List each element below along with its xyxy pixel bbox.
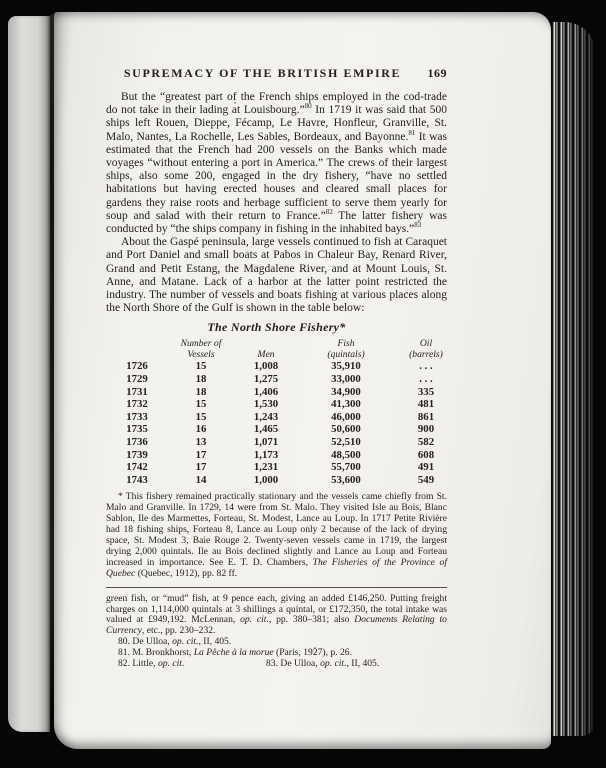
cell-year: 1736 <box>126 436 148 449</box>
cell-oil: 491 <box>417 461 435 474</box>
running-head-title: SUPREMACY OF THE BRITISH EMPIRE <box>123 66 402 80</box>
footnote-82: 82. Little, op. cit. <box>118 658 185 670</box>
cell-year: 1732 <box>126 398 148 411</box>
cell-vessels: 18 <box>195 373 207 386</box>
cell-fish: 52,510 <box>331 436 361 449</box>
cell-men: 1,231 <box>253 461 279 474</box>
cell-vessels: 16 <box>195 423 207 436</box>
cell-fish: 55,700 <box>331 461 361 474</box>
column-header-vessels: Number of Vessels <box>180 338 222 361</box>
cell-vessels: 15 <box>195 398 207 411</box>
paragraph-text: The latter fishery was conducted by “the ships company in fishing in the inhabited bays.” <box>106 209 447 236</box>
cell-men: 1,000 <box>253 473 279 486</box>
cell-oil: . . . <box>419 373 433 386</box>
cell-fish: 53,600 <box>331 473 361 486</box>
page-number: 169 <box>427 66 447 80</box>
footnote-separator-rule <box>106 587 447 588</box>
cited-work-title: The Fisheries of the Province of Quebec <box>106 556 447 579</box>
cell-men: 1,406 <box>253 385 279 398</box>
cell-men: 1,243 <box>253 410 279 423</box>
footnote-ref-80: 80 <box>304 102 312 111</box>
footnote-80: 80. De Ulloa, op. cit., II, 405. <box>118 636 232 648</box>
cell-oil: . . . <box>419 360 433 373</box>
cited-work-title: op. cit. <box>157 658 185 670</box>
cell-fish: 46,000 <box>331 410 361 423</box>
cell-oil: 481 <box>417 398 435 411</box>
facing-page-edge <box>8 16 52 732</box>
cell-oil: 335 <box>417 385 435 398</box>
cell-year: 1726 <box>126 360 148 373</box>
cell-oil: 900 <box>417 423 435 436</box>
cell-vessels: 13 <box>195 436 207 449</box>
table-header-row <box>106 338 447 360</box>
cell-fish: 34,900 <box>331 385 361 398</box>
footnote-ref-83: 83 <box>414 221 422 230</box>
footnote-83: 83. De Ulloa, op. cit., II, 405. <box>266 658 380 670</box>
cell-vessels: 17 <box>195 448 207 461</box>
cell-year: 1739 <box>126 448 148 461</box>
cell-fish: 33,000 <box>331 373 361 386</box>
running-header <box>106 66 447 82</box>
cited-work-title: La Pêche à la morue <box>193 647 274 659</box>
footnote-continuation: green fish, or “mud” fish, at 9 pence each, giving an added £146,250. Putting freight charges on 1,114,000 quintals at 3 shillings a quintal, or £172,350, the total intake was valued at £949,192. McLennan, op. cit., pp. 380–381; also Documents Relating to Currency, etc., pp. 230–232. <box>106 592 447 637</box>
cell-men: 1,530 <box>253 398 279 411</box>
cell-year: 1731 <box>126 385 148 398</box>
cell-men: 1,465 <box>253 423 279 436</box>
cited-work-title: op. cit. <box>172 636 199 648</box>
cell-fish: 35,910 <box>331 360 361 373</box>
table-title: The North Shore Fishery* <box>207 320 346 335</box>
cell-men: 1,275 <box>253 373 279 386</box>
book-page <box>54 12 551 749</box>
cell-year: 1735 <box>126 423 148 436</box>
paragraph-text: In 1719 it was said that 500 ships left Rouen, Dieppe, Fécamp, Le Havre, Honfleur, Granville, St. Malo, Nantes, La Rochelle, Les Sables, Bordeaux, and Bayonne. <box>106 104 447 143</box>
footnote-81: 81. M. Bronkhorst, La Pêche à la morue (Paris, 1927), p. 26. <box>118 647 352 659</box>
column-header-men: Men <box>257 349 275 361</box>
cell-men: 1,008 <box>253 360 279 373</box>
footnote-ref-82: 82 <box>325 208 333 216</box>
cell-fish: 50,600 <box>331 423 361 436</box>
cell-year: 1733 <box>126 410 148 423</box>
paragraph-text: It was estimated that the French had 200 vessels on the Banks which made voyages “without entering a port in America.” The crews of their largest ships, also some 200, engaged in the dry fishery, “have no settled habitations but having erected houses and cleared small places for gardens they raise roots and herbage sufficient to serve them yearly for soup and salad with their return to France.” <box>106 130 447 222</box>
cell-men: 1,173 <box>253 448 279 461</box>
cell-year: 1729 <box>126 373 148 386</box>
cited-work-title: Documents Relating to Currency <box>106 614 447 637</box>
paragraph-gaspe: About the Gaspé peninsula, large vessels continued to fish at Caraquet and Port Daniel and small boats at Pabos in Chaleur Bay, Renard River, Grand and Petit Estang, the Magdalene River, and at Mount Louis, St. Anne, and Matane. Lack of a harbor at the latter point restricted the industry. The number of vessels and boats fishing at various places along the North Shore of the Gulf is shown in the table below: <box>106 236 447 315</box>
table-body <box>106 360 447 486</box>
cell-year: 1743 <box>126 473 148 486</box>
paragraph-text: But the “greatest part of the French ships employed in the cod-trade do not take in their lading at Louisbourg.” <box>106 91 447 117</box>
footnote-82-83-row <box>106 659 447 670</box>
cell-vessels: 17 <box>195 461 207 474</box>
column-header-year <box>106 338 168 360</box>
cell-vessels: 18 <box>195 385 207 398</box>
cell-oil: 582 <box>417 436 435 449</box>
cell-vessels: 14 <box>195 473 207 486</box>
north-shore-fishery-table <box>106 320 447 486</box>
cell-year: 1742 <box>126 461 148 474</box>
cell-vessels: 15 <box>195 410 207 423</box>
cell-oil: 608 <box>417 448 435 461</box>
paragraph-cod-trade <box>106 91 447 236</box>
cell-oil: 861 <box>417 410 435 423</box>
cell-men: 1,071 <box>253 436 279 449</box>
table-asterisk-footnote: * This fishery remained practically stationary and the vessels came chiefly from St. Malo and Granville. In 1729, 14 were from St. Malo. They visited Isle au Bois, Blanc Sablon, Ile des Marmettes, Forteau, St. Modest, Lance au Loup. In 1717 Petite Rivière had 18 fishing ships, Forteau 8, Lance au Loup only 2 because of the lack of drying space, St. Modest 3, Baie Rouge 2. Twenty-seven vessels came in 1719, the largest drying 2,000 quintals. Ile au Bois declined slightly and Lance au Loup and Forteau increased in importance. See E. T. D. Chambers, The Fisheries of the Province of Quebec (Quebec, 1912), pp. 82 ff. <box>106 491 447 579</box>
cited-work-title: op. cit. <box>320 658 347 670</box>
cell-oil: 549 <box>417 473 435 486</box>
footnote-ref-81: 81 <box>408 128 416 137</box>
column-header-fish: Fish (quintals) <box>327 338 365 361</box>
cell-fish: 41,300 <box>331 398 361 411</box>
column-header-oil: Oil (barrels) <box>409 338 443 361</box>
cell-fish: 48,500 <box>331 448 361 461</box>
page-content <box>106 66 447 670</box>
page-edge-stack <box>552 22 594 736</box>
cited-work-title: op. cit. <box>240 614 269 626</box>
cell-vessels: 15 <box>195 360 207 373</box>
